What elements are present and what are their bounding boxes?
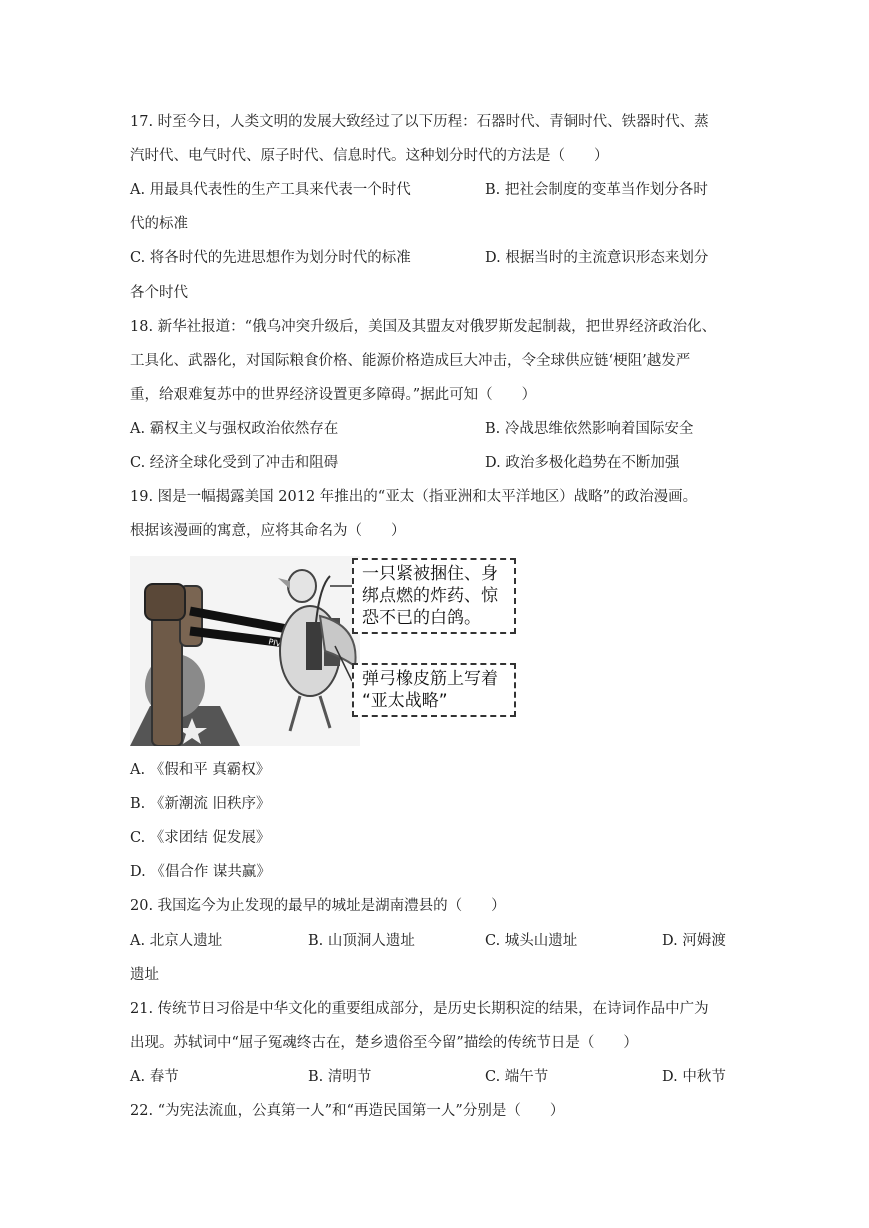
q21-stem-line2: 出现。苏轼词中“屈子冤魂终古在，楚乡遗俗至今留”描绘的传统节日是（ ） bbox=[130, 1035, 638, 1051]
q17-option-d: D. 根据当时的主流意识形态来划分 bbox=[485, 250, 709, 266]
callout-slingshot bbox=[352, 663, 516, 717]
callout-slingshot-line2: “亚太战略” bbox=[362, 691, 448, 711]
q20-option-c: C. 城头山遗址 bbox=[485, 933, 578, 949]
q18-option-d: D. 政治多极化趋势在不断加强 bbox=[485, 455, 680, 471]
q18-option-a: A. 霸权主义与强权政治依然存在 bbox=[130, 421, 339, 437]
political-cartoon bbox=[130, 556, 520, 746]
q20-stem: 20. 我国迄今为止发现的最早的城址是湖南澧县的（ ） bbox=[130, 898, 506, 914]
q17-stem-line2: 汽时代、电气时代、原子时代、信息时代。这种划分时代的方法是（ ） bbox=[130, 148, 609, 164]
q18-option-b: B. 冷战思维依然影响着国际安全 bbox=[485, 421, 694, 437]
q21-option-d: D. 中秋节 bbox=[662, 1069, 726, 1085]
callout-dove-line3: 恐不已的白鸽。 bbox=[362, 608, 481, 628]
q21-option-c: C. 端午节 bbox=[485, 1069, 549, 1085]
q20-option-d: D. 河姆渡 bbox=[662, 933, 726, 949]
callout-dove-line1: 一只紧被捆住、身 bbox=[362, 564, 498, 584]
q19-option-b: B. 《新潮流 旧秩序》 bbox=[130, 796, 271, 812]
q17-option-c: C. 将各时代的先进思想作为划分时代的标准 bbox=[130, 250, 411, 266]
q21-option-b: B. 清明节 bbox=[308, 1069, 372, 1085]
q17-stem-line1: 17. 时至今日，人类文明的发展大致经过了以下历程：石器时代、青铜时代、铁器时代、蒸 bbox=[130, 114, 709, 130]
q19-stem-line2: 根据该漫画的寓意，应将其命名为（ ） bbox=[130, 523, 406, 539]
callout-slingshot-line1: 弹弓橡皮筋上写着 bbox=[362, 669, 498, 689]
q20-option-a: A. 北京人遗址 bbox=[130, 933, 223, 949]
q17-option-a: A. 用最具代表性的生产工具来代表一个时代 bbox=[130, 182, 411, 198]
q20-option-b: B. 山顶洞人遗址 bbox=[308, 933, 415, 949]
q18-option-c: C. 经济全球化受到了冲击和阻碍 bbox=[130, 455, 339, 471]
q18-stem-line2: 工具化、武器化，对国际粮食价格、能源价格造成巨大冲击，令全球供应链‘梗阻’越发严 bbox=[130, 353, 691, 369]
q19-option-d: D. 《倡合作 谋共赢》 bbox=[130, 864, 271, 880]
q18-stem-line3: 重，给艰难复苏中的世界经济设置更多障碍。”据此可知（ ） bbox=[130, 387, 537, 403]
q19-option-c: C. 《求团结 促发展》 bbox=[130, 830, 271, 846]
q17-option-b: B. 把社会制度的变革当作划分各时 bbox=[485, 182, 708, 198]
q19-option-a: A. 《假和平 真霸权》 bbox=[130, 762, 271, 778]
q20-option-d-cont: 遗址 bbox=[130, 967, 159, 983]
q21-stem-line1: 21. 传统节日习俗是中华文化的重要组成部分，是历史长期积淀的结果，在诗词作品中广为 bbox=[130, 1001, 709, 1017]
callout-dove bbox=[352, 558, 516, 634]
q19-stem-line1: 19. 图是一幅揭露美国 2012 年推出的“亚太（指亚洲和太平洋地区）战略”的政治漫画。 bbox=[130, 489, 698, 505]
q17-option-d-cont: 各个时代 bbox=[130, 285, 188, 301]
q17-option-b-cont: 代的标准 bbox=[130, 216, 188, 232]
q22-stem: 22. “为宪法流血，公真第一人”和“再造民国第一人”分别是（ ） bbox=[130, 1103, 565, 1119]
callout-dove-line2: 绑点燃的炸药、惊 bbox=[362, 586, 498, 606]
q21-option-a: A. 春节 bbox=[130, 1069, 179, 1085]
q18-stem-line1: 18. 新华社报道：“俄乌冲突升级后，美国及其盟友对俄罗斯发起制裁，把世界经济政治化、 bbox=[130, 319, 717, 335]
